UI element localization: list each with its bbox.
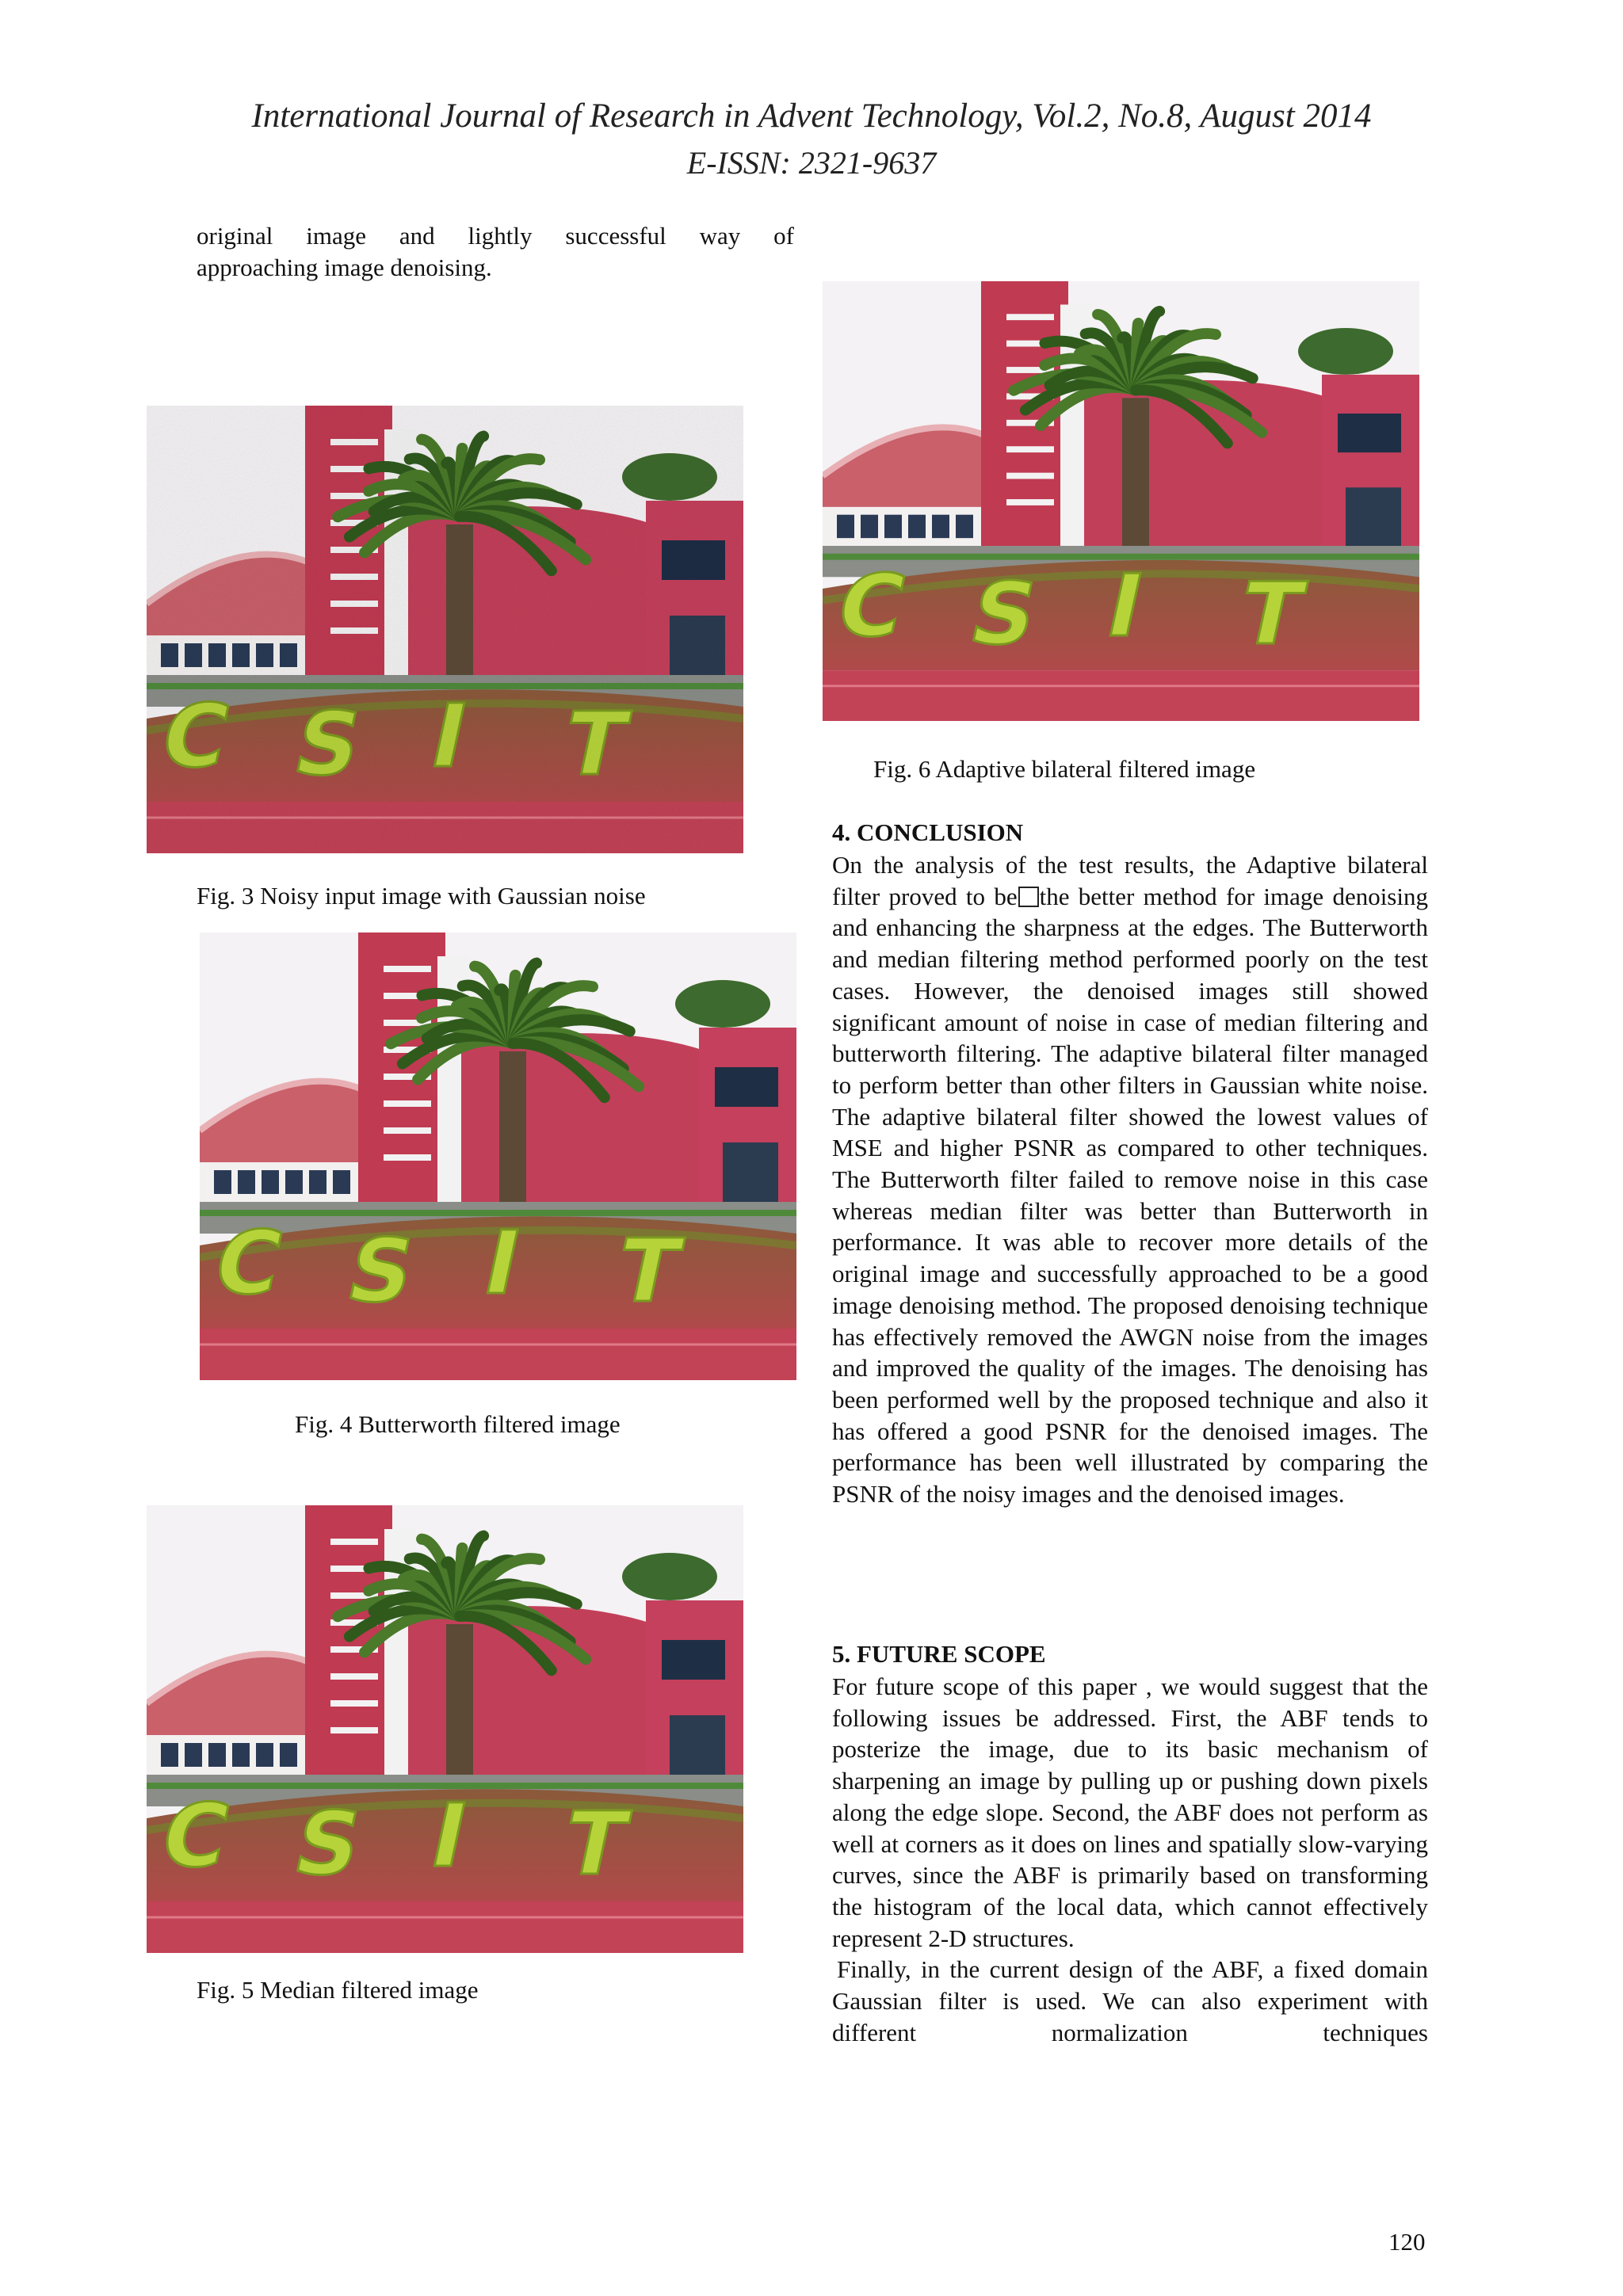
photo-svg (147, 406, 743, 853)
sign-letter: T (608, 1221, 689, 1322)
sign-letter: I (422, 1786, 476, 1887)
conclusion-text-part2: the better method for image denoising and enhancing the sharpness at the edges. The Butterworth and median filtering method performed poorly on the test cases. However, the denoised images still showed significant amount of noise in case of median filtering and butterworth filtering. The adaptive bilateral filter managed to perform better than other filters in Gaussian white noise. The adaptive bilateral filter showed the lowest values of MSE and higher PSNR as compared to other techniques. The Butterworth filter failed to remove noise in this case whereas median filter was better than Butterworth in performance. It was able to recover more details of the original image and successfully approached to be a good image denoising method. The proposed denoising technique has effectively removed the AWGN noise from the images and improved the quality of the images. The denoising has been performed well by the proposed technique and also it has offered a good PSNR for the denoised images. The performance has been well illustrated by comparing the PSNR of the noisy images and the denoised images. (832, 882, 1428, 1508)
figure-5-caption: Fig. 5 Median filtered image (197, 1976, 479, 2004)
sign-letter: T (555, 694, 636, 795)
sign-letter: S (961, 564, 1046, 665)
conclusion-paragraph (832, 849, 1428, 1510)
sign-letter: I (475, 1213, 529, 1314)
future-scope-paragraph-1: For future scope of this paper , we would suggest that the following issues be addressed. First, the ABF tends to posterize the image, due to its basic mechanism of sharpening an image by pulling up or pushing down pixels along the edge slope. Second, the ABF does not perform as well at corners as it does on lines and spatially slow-varying curves, since the ABF is primarily based on transforming the histogram of the local data, which cannot effectively represent 2-D structures. (832, 1672, 1428, 1952)
sign-letter: C (152, 686, 239, 788)
sign-letter: T (555, 1794, 636, 1895)
sign-letter: S (338, 1221, 423, 1322)
missing-glyph-box (1018, 887, 1039, 907)
sign-letter: C (205, 1213, 292, 1314)
figure-6-caption: Fig. 6 Adaptive bilateral filtered image (873, 755, 1256, 783)
intro-line-1: original image and lightly successful way of (197, 222, 794, 250)
conclusion-text-part1: On the analysis of the test results, the Adaptive bilateral filter proved to be (832, 851, 1428, 910)
figure-3-caption: Fig. 3 Noisy input image with Gaussian noise (197, 882, 646, 910)
future-scope-paragraph-2: Finally, in the current design of the ABF, a fixed domain Gaussian filter is used. We can also experiment with different normalization techniques (832, 1955, 1428, 2046)
future-scope-section (832, 1671, 1428, 2048)
photo-svg (147, 1505, 743, 1953)
sign-letter: C (828, 556, 915, 657)
sign-letter: C (152, 1786, 239, 1887)
journal-title: International Journal of Research in Advent Technology, Vol.2, No.8, August 2014 (251, 97, 1372, 135)
page-number: 120 (1388, 2228, 1426, 2256)
figure-5-image (147, 1505, 743, 1953)
photo-svg (200, 933, 796, 1380)
figure-3-image (147, 406, 743, 853)
sign-letter: I (1098, 556, 1152, 657)
figure-4-caption: Fig. 4 Butterworth filtered image (295, 1410, 621, 1438)
future-scope-heading: 5. FUTURE SCOPE (832, 1640, 1046, 1668)
sign-letter: I (422, 686, 476, 788)
intro-paragraph (197, 220, 794, 283)
conclusion-heading: 4. CONCLUSION (832, 818, 1024, 846)
photo-svg (823, 281, 1419, 721)
sign-letter: S (285, 694, 370, 795)
sign-letter: S (285, 1794, 370, 1895)
figure-6-image (823, 281, 1419, 721)
journal-issn: E-ISSN: 2321-9637 (686, 145, 937, 181)
figure-4-image (200, 933, 796, 1380)
intro-line-2: approaching image denoising. (197, 253, 492, 281)
sign-letter: T (1231, 564, 1312, 665)
